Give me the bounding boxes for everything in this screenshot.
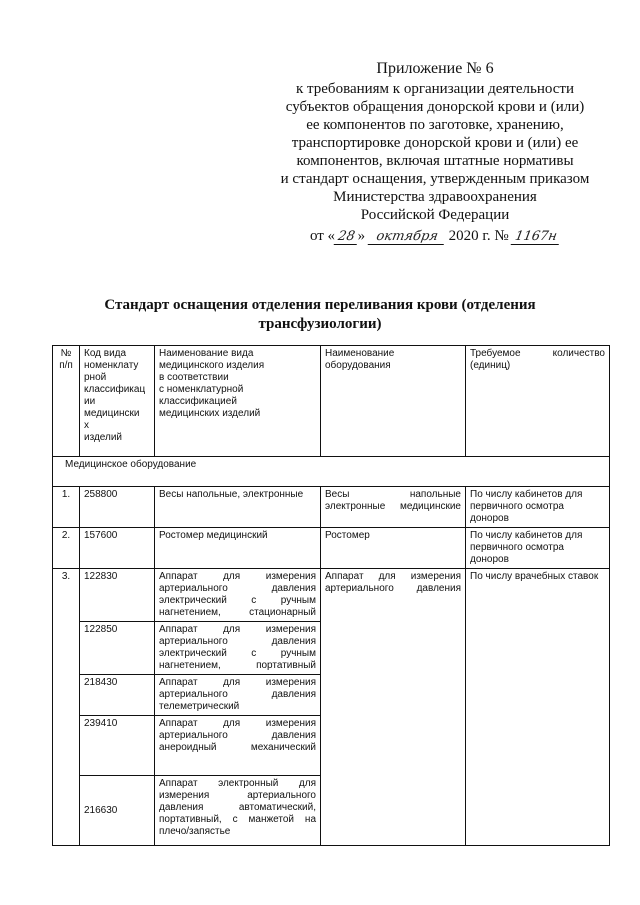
row-name: Аппарат для измерения артериального давления электрический с ручным нагнетением, портативный [155,622,321,675]
appendix-line: компонентов, включая штатные нормативы [296,153,574,169]
row-quantity: По числу кабинетов для первичного осмотра доноров [466,528,610,569]
row-equipment: Весы напольные электронные медицинские [321,487,466,528]
header-name: Наименование вида медицинского изделия в соответствии с номенклатурной классификацией медицинских изделий [155,346,321,457]
row-num: 3. [53,569,80,846]
section-title: Медицинское оборудование [53,457,610,487]
row-equipment: Аппарат для измерения артериального давления [321,569,466,846]
appendix-line: к требованиям к организации деятельности [296,81,574,97]
equipment-table [52,345,610,846]
appendix-line: Министерства здравоохранения [333,189,537,205]
row-num: 2. [53,528,80,569]
appendix-line: Российской Федерации [360,207,510,223]
date-prefix: от « [309,228,336,244]
row-name: Аппарат электронный для измерения артериального давления автоматический, портативный, с манжетой на плечо/запястье [155,776,321,846]
row-quantity: По числу врачебных ставок [466,569,610,846]
row-quantity: По числу кабинетов для первичного осмотра доноров [466,487,610,528]
row-name: Аппарат для измерения артериального давления электрический с ручным нагнетением, стационарный [155,569,321,622]
appendix-number: Приложение № 6 [376,60,494,77]
header-code: Код вида номенклату рной классификац ии медицински х изделий [80,346,155,457]
appendix-line: транспортировке донорской крови и (или) ее [291,135,579,151]
row-code: 122830 [80,569,155,622]
row-name: Аппарат для измерения артериального давления телеметрический [155,675,321,716]
appendix-line: субъектов обращения донорской крови и (или) [285,99,585,115]
appendix-header [270,60,600,245]
row-code: 218430 [80,675,155,716]
row-name: Ростомер медицинский [155,528,321,569]
header-num: № п/п [53,346,80,457]
date-mid: » [357,228,366,244]
table-row [53,528,610,569]
date-year: 2020 г. № [448,228,509,244]
row-name: Аппарат для измерения артериального давления анероидный механический [155,716,321,776]
row-code: 157600 [80,528,155,569]
row-code: 239410 [80,716,155,776]
table-row [53,569,610,622]
row-code: 216630 [80,776,155,846]
row-code: 258800 [80,487,155,528]
row-num: 1. [53,487,80,528]
handwritten-order-number: 1167н [511,230,561,245]
table-row [53,487,610,528]
row-code: 122850 [80,622,155,675]
section-row [53,457,610,487]
row-name: Весы напольные, электронные [155,487,321,528]
appendix-line: ее компонентов по заготовке, хранению, [306,117,564,133]
row-equipment: Ростомер [321,528,466,569]
table-header-row [53,346,610,457]
document-title: Стандарт оснащения отделения переливания крови (отделения трансфузиологии) [104,297,536,332]
header-equipment: Наименование оборудования [321,346,466,457]
order-date-line [270,227,600,245]
appendix-line: и стандарт оснащения, утвержденным приказом [280,171,590,187]
header-quantity: Требуемое количество (единиц) [466,346,610,457]
handwritten-month: октября [368,230,447,245]
handwritten-day: 28 [334,230,359,245]
